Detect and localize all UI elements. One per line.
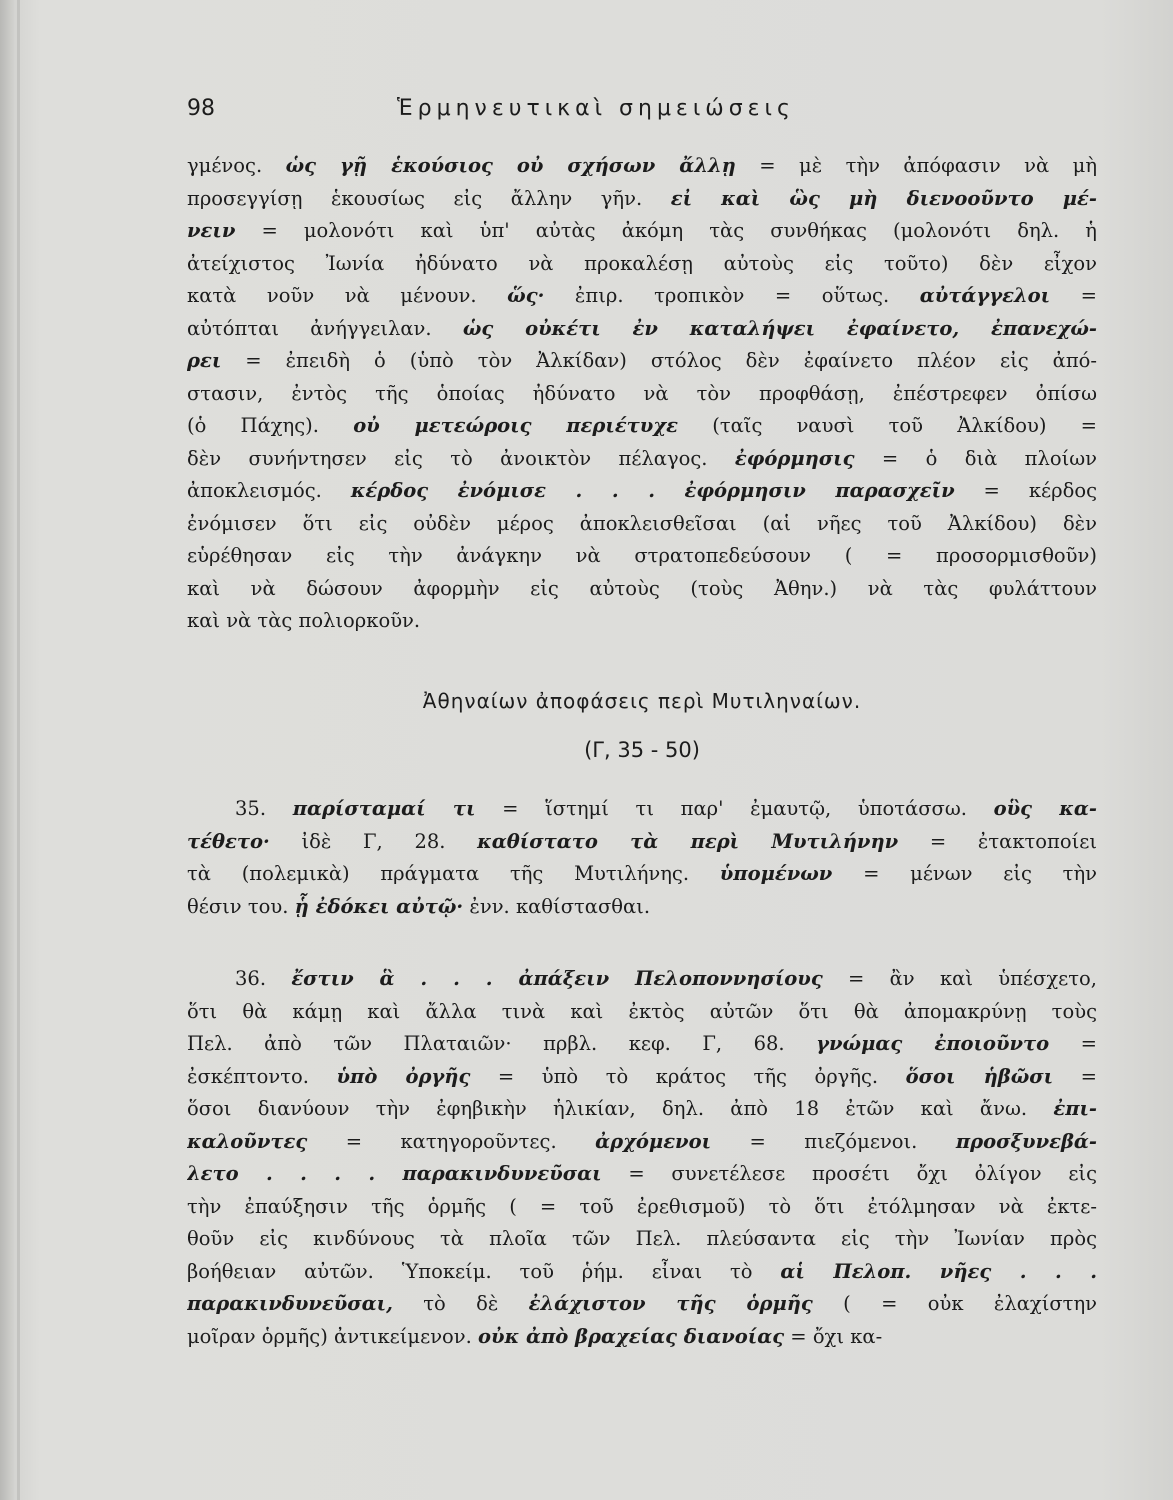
paragraph-note-35 (187, 793, 1097, 923)
text-line: γμένος. ὡς γῇ ἑκούσιος οὐ σχήσων ἄλλῃ = μὲ τὴν ἀπόφασιν νὰ μὴ (187, 154, 1097, 177)
text-line: θοῦν εἰς κινδύνους τὰ πλοῖα τῶν Πελ. πλεύσαντα εἰς τὴν Ἰωνίαν πρὸς (187, 1227, 1097, 1250)
text-line: αὐτόπται ἀνήγγειλαν. ὡς οὐκέτι ἐν καταλήψει ἐφαίνετο, ἐπανεχώ- (187, 316, 1097, 340)
text-line: δὲν συνήντησεν εἰς τὸ ἀνοικτὸν πέλαγος. ἐφόρμησις = ὁ διὰ πλοίων (187, 446, 1097, 470)
text-line: καὶ νὰ τὰς πολιορκοῦν. (187, 609, 421, 632)
binding-edge-line (17, 0, 20, 1500)
page-number: 98 (187, 96, 215, 121)
running-title: Ἑρμηνευτικαὶ σημειώσεις (397, 96, 795, 121)
text-line: εὑρέθησαν εἰς τὴν ἀνάγκην νὰ στρατοπεδεύσουν ( = προσορμισθοῦν) (187, 544, 1097, 567)
text-line: τὴν ἐπαύξησιν τῆς ὁρμῆς ( = τοῦ ἐρεθισμοῦ) τὸ ὅτι ἐτόλμησαν νὰ ἐκτε- (187, 1194, 1097, 1218)
section-title: Ἀθηναίων ἀποφάσεις περὶ Μυτιληναίων. (422, 689, 862, 713)
text-line: Πελ. ἀπὸ τῶν Πλαταιῶν· πρβλ. κεφ. Γ, 68. γνώμας ἐποιοῦντο = (187, 1032, 1097, 1055)
text-line: ρει = ἐπειδὴ ὁ (ὑπὸ τὸν Ἀλκίδαν) στόλος δὲν ἐφαίνετο πλέον εἰς ἀπό- (187, 349, 1097, 372)
text-line: θέσιν του. ᾗ ἐδόκει αὐτῷ· ἐνν. καθίστασθαι. (187, 894, 651, 918)
page-left-shadow (0, 0, 14, 1500)
text-line: ὅσοι διανύουν τὴν ἐφηβικὴν ἡλικίαν, δηλ. ἀπὸ 18 ἐτῶν καὶ ἄνω. ἐπι- (187, 1097, 1097, 1120)
text-line: ἐνόμισεν ὅτι εἰς οὐδὲν μέρος ἀποκλεισθεῖσαι (αἱ νῆες τοῦ Ἀλκίδου) δὲν (187, 511, 1097, 535)
text-line: τέθετο· ἰδὲ Γ, 28. καθίστατο τὰ περὶ Μυτιλήνην = ἐτακτοποίει (187, 829, 1097, 853)
text-line: 36. ἔστιν ἃ . . . ἀπάξειν Πελοποννησίους = ἂν καὶ ὑπέσχετο, (235, 967, 1097, 990)
text-line: ὅτι θὰ κάμῃ καὶ ἄλλα τινὰ καὶ ἐκτὸς αὐτῶν ὅτι θὰ ἀπομακρύνῃ τοὺς (187, 999, 1097, 1023)
text-line: παρακινδυνεῦσαι, τὸ δὲ ἐλάχιστον τῆς ὁρμῆς ( = οὐκ ἐλαχίστην (187, 1292, 1097, 1315)
text-line: λετο . . . . παρακινδυνεῦσαι = συνετέλεσε προσέτι ὄχι ὀλίγον εἰς (187, 1162, 1097, 1185)
text-line: (ὁ Πάχης). οὐ μετεώροις περιέτυχε (ταῖς ναυσὶ τοῦ Ἀλκίδου) = (187, 414, 1097, 437)
text-line: προσεγγίσῃ ἑκουσίως εἰς ἄλλην γῆν. εἰ καὶ ὣς μὴ διενοοῦντο μέ- (187, 186, 1097, 210)
text-line: 35. παρίσταμαί τι = ἵστημί τι παρ' ἐμαυτῷ, ὑποτάσσω. οὓς κα- (235, 797, 1097, 820)
text-line: ἀτείχιστος Ἰωνία ἠδύνατο νὰ προκαλέσῃ αὐτοὺς εἰς τοῦτο) δὲν εἶχον (187, 251, 1097, 275)
text-line: τὰ (πολεμικὰ) πράγματα τῆς Μυτιλήνης. ὑπομένων = μένων εἰς τὴν (187, 862, 1097, 885)
text-line: καλοῦντες = κατηγοροῦντες. ἀρχόμενοι = πιεζόμενοι. προσξυνεβά- (187, 1129, 1097, 1153)
text-line: ἀποκλεισμός. κέρδος ἐνόμισε . . . ἐφόρμησιν παρασχεῖν = κέρδος (187, 479, 1097, 502)
text-line: ἐσκέπτοντο. ὑπὸ ὀργῆς = ὑπὸ τὸ κράτος τῆς ὀργῆς. ὅσοι ἡβῶσι = (187, 1064, 1097, 1088)
text-line: καὶ νὰ δώσουν ἀφορμὴν εἰς αὐτοὺς (τοὺς Ἀθην.) νὰ τὰς φυλάττουν (187, 576, 1097, 600)
text-line: νειν = μολονότι καὶ ὑπ' αὐτὰς ἀκόμη τὰς συνθήκας (μολονότι δηλ. ἡ (187, 219, 1097, 242)
text-line: μοῖραν ὁρμῆς) ἀντικείμενον. οὐκ ἀπὸ βραχείας διανοίας = ὄχι κα- (187, 1324, 883, 1348)
paragraph-note-36 (187, 963, 1097, 1353)
paragraph-commentary-continuation (187, 150, 1097, 638)
section-subtitle: (Γ, 35 - 50) (584, 738, 700, 762)
text-line: βοήθειαν αὐτῶν. Ὑποκείμ. τοῦ ῥήμ. εἶναι τὸ αἱ Πελοπ. νῆες . . . (187, 1259, 1097, 1283)
text-line: κατὰ νοῦν νὰ μένουν. ὥς· ἐπιρ. τροπικὸν = οὕτως. αὐτάγγελοι = (187, 284, 1097, 307)
text-line: στασιν, ἐντὸς τῆς ὁποίας ἠδύνατο νὰ τὸν προφθάσῃ, ἐπέστρεφεν ὀπίσω (187, 381, 1097, 405)
page-header (187, 96, 1087, 136)
